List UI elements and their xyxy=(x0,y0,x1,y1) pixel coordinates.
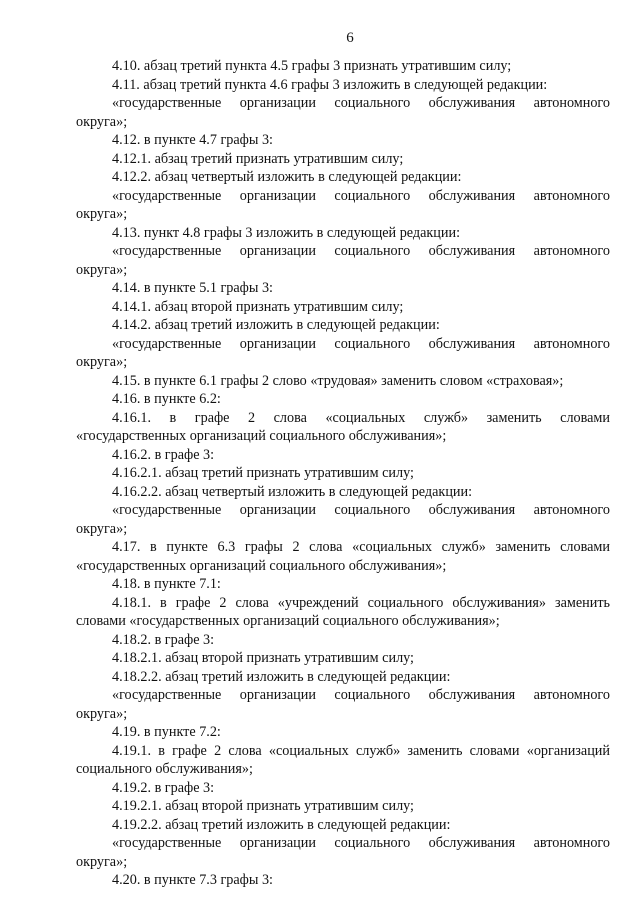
text-line: «государственные организации социального обслуживания автономного xyxy=(112,95,610,111)
text-line: 4.13. пункт 4.8 графы 3 изложить в следующей редакции: xyxy=(112,224,461,241)
text-line: 4.14.1. абзац второй признать утратившим силу; xyxy=(112,298,404,315)
text-line: 4.16.2.1. абзац третий признать утратившим силу; xyxy=(112,465,414,481)
text-line: 4.18. в пункте 7.1: xyxy=(112,576,221,592)
text-line: округа»; xyxy=(76,113,128,130)
text-line: округа»; xyxy=(76,853,128,870)
text-line: 4.12.1. абзац третий признать утратившим силу; xyxy=(112,150,404,167)
text-line: «государственных организаций социального обслуживания»; xyxy=(76,557,447,574)
text-line: 4.12.2. абзац четвертый изложить в следующей редакции: xyxy=(112,169,462,185)
text-line: «государственные организации социального обслуживания автономного xyxy=(112,243,610,259)
text-line: 4.16.2. в графе 3: xyxy=(112,446,215,463)
text-line: 4.12. в пункте 4.7 графы 3: xyxy=(112,132,273,148)
text-line: «государственные организации социального обслуживания автономного xyxy=(112,835,610,851)
text-line: словами «государственных организаций социального обслуживания»; xyxy=(76,613,500,629)
text-line: 4.19.1. в графе 2 слова «социальных служб» заменить словами «организаций xyxy=(112,742,610,759)
text-line: 4.19.2.1. абзац второй признать утратившим силу; xyxy=(112,798,415,814)
text-line: округа»; xyxy=(76,705,128,722)
text-line: «государственные организации социального обслуживания автономного xyxy=(112,687,610,703)
text-line: 4.16. в пункте 6.2: xyxy=(112,391,221,407)
text-line: «государственные организации социального обслуживания автономного xyxy=(112,187,610,204)
text-line: округа»; xyxy=(76,261,128,278)
text-line: 4.19. в пункте 7.2: xyxy=(112,724,221,740)
text-line: 4.14. в пункте 5.1 графы 3: xyxy=(112,280,273,296)
document-body xyxy=(76,57,610,890)
text-line: 4.18.2.2. абзац третий изложить в следующей редакции: xyxy=(112,668,451,685)
text-line: 4.18.2. в графе 3: xyxy=(112,631,215,648)
text-line: 4.18.1. в графе 2 слова «учреждений социального обслуживания» заменить xyxy=(112,594,610,611)
text-line: 4.10. абзац третий пункта 4.5 графы 3 признать утратившим силу; xyxy=(112,58,512,74)
text-line: «государственные организации социального обслуживания автономного xyxy=(112,335,610,352)
text-line: 4.17. в пункте 6.3 графы 2 слова «социальных служб» заменить словами xyxy=(112,539,610,555)
page-number: 6 xyxy=(346,30,354,46)
text-line: 4.11. абзац третий пункта 4.6 графы 3 изложить в следующей редакции: xyxy=(112,76,548,93)
text-line: «государственные организации социального обслуживания автономного xyxy=(112,502,610,518)
text-line: округа»; xyxy=(76,206,128,222)
text-line: 4.16.1. в графе 2 слова «социальных служб» заменить словами xyxy=(112,409,610,426)
text-line: социального обслуживания»; xyxy=(76,761,253,777)
text-line: 4.19.2. в графе 3: xyxy=(112,779,215,796)
text-line: 4.16.2.2. абзац четвертый изложить в следующей редакции: xyxy=(112,483,473,500)
text-line: 4.15. в пункте 6.1 графы 2 слово «трудовая» заменить словом «страховая»; xyxy=(112,372,564,389)
text-line: 4.14.2. абзац третий изложить в следующей редакции: xyxy=(112,317,440,333)
text-line: 4.19.2.2. абзац третий изложить в следующей редакции: xyxy=(112,816,451,833)
text-line: 4.20. в пункте 7.3 графы 3: xyxy=(112,872,273,888)
text-line: округа»; xyxy=(76,520,128,537)
text-line: округа»; xyxy=(76,354,128,370)
text-line: «государственных организаций социального обслуживания»; xyxy=(76,428,447,444)
text-line: 4.18.2.1. абзац второй признать утратившим силу; xyxy=(112,650,415,666)
